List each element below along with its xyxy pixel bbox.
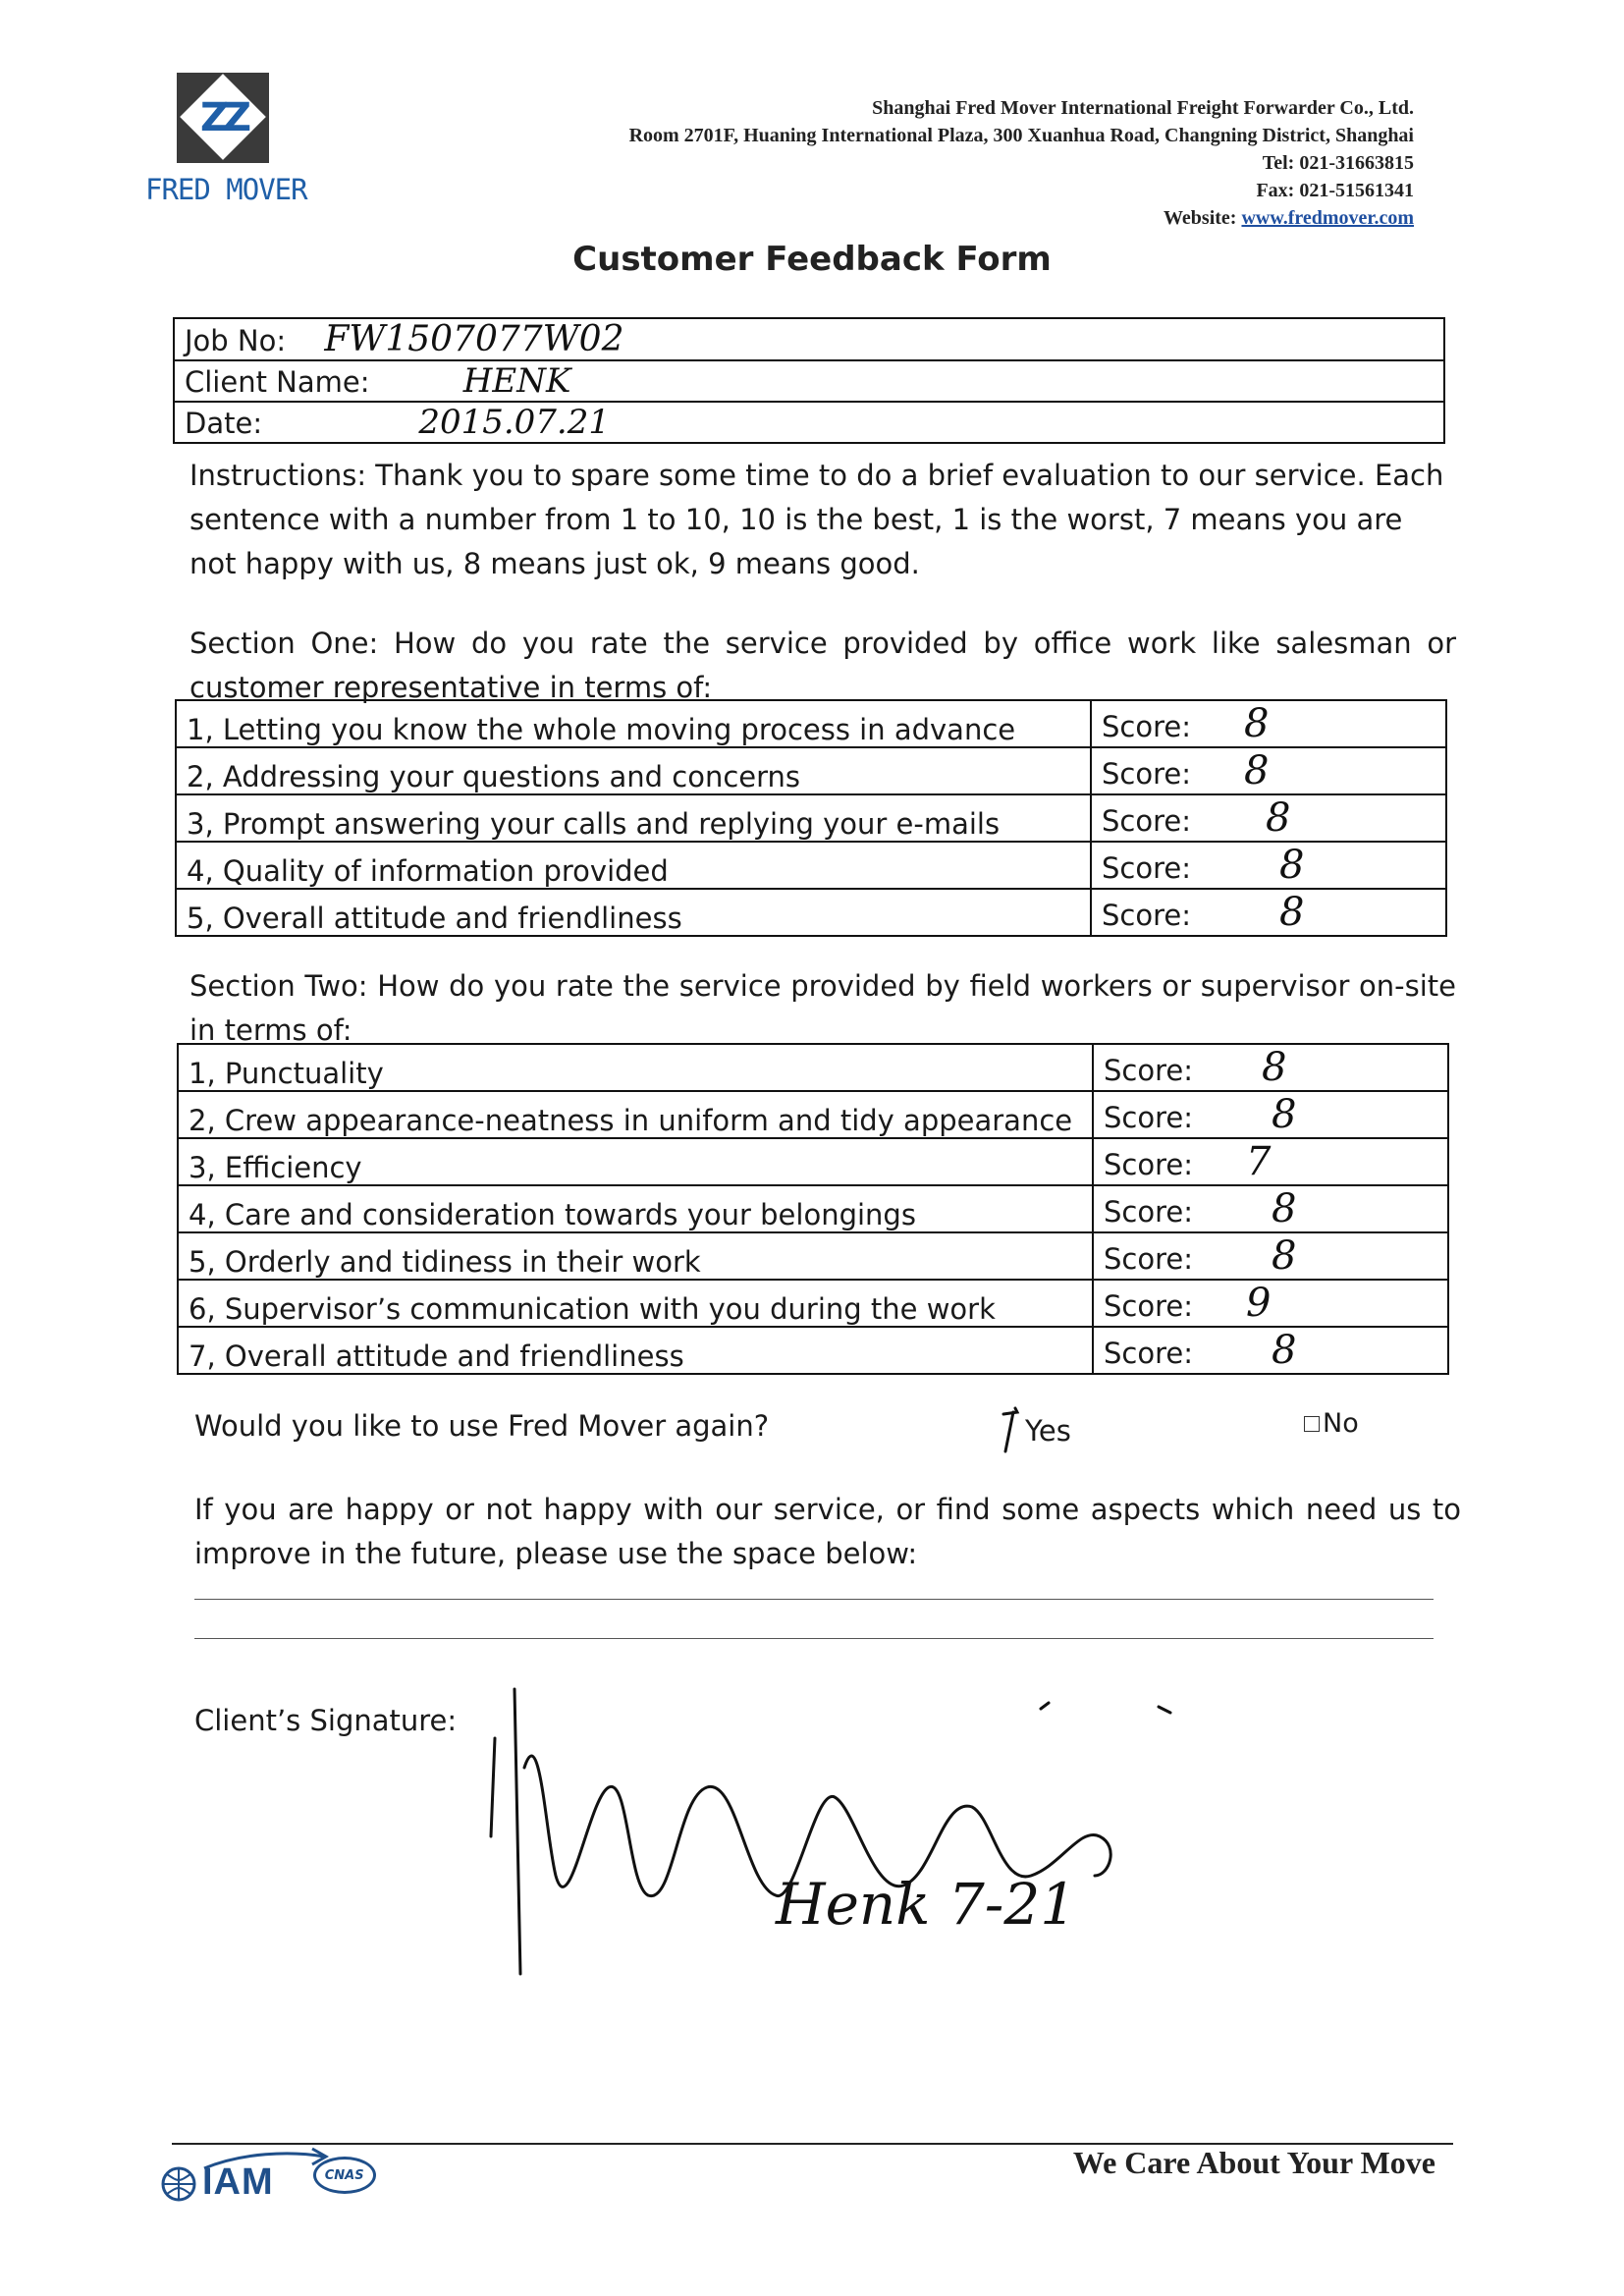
score-label: Score: (1104, 1101, 1193, 1134)
score-field[interactable]: 9 (1246, 1281, 1272, 1326)
score-field[interactable]: 8 (1272, 1328, 1297, 1373)
table-row (176, 747, 1446, 794)
yes-label: Yes (1025, 1413, 1071, 1448)
date-field[interactable]: 2015.07.21 (418, 403, 610, 442)
company-address: Room 2701F, Huaning International Plaza, 300 Xuanhua Road, Changning District, Shanghai (628, 125, 1414, 146)
client-label: Client Name: (185, 365, 370, 399)
website-label: Website: (1164, 207, 1237, 229)
score-label: Score: (1104, 1195, 1193, 1229)
no-checkbox-icon[interactable] (1304, 1416, 1320, 1432)
criterion-text: 3, Efficiency (178, 1138, 1093, 1185)
arrow-swoosh-icon (202, 2147, 330, 2172)
table-row (176, 700, 1446, 747)
score-label: Score: (1104, 1289, 1193, 1323)
company-fax: Fax: 021-51561341 (1256, 180, 1414, 201)
company-website-row (629, 204, 1414, 232)
company-tel: Tel: 021-31663815 (1262, 152, 1414, 174)
table-row (178, 1138, 1448, 1185)
score-label: Score: (1104, 1054, 1193, 1087)
score-field[interactable]: 8 (1272, 1186, 1297, 1231)
table-row (176, 794, 1446, 842)
signature-drawing[interactable] (481, 1679, 1227, 2033)
score-field[interactable]: 8 (1266, 795, 1291, 841)
section-two-heading: Section Two: How do you rate the service provided by field workers or supervisor on-site in terms of: (189, 969, 1456, 1047)
score-field[interactable]: 8 (1279, 890, 1305, 935)
info-row-job (174, 318, 1444, 360)
info-row-client (174, 360, 1444, 402)
section-two-table (177, 1043, 1449, 1375)
criterion-text: 2, Addressing your questions and concerns (176, 747, 1091, 794)
score-field[interactable]: 8 (1272, 1092, 1297, 1137)
table-row (178, 1185, 1448, 1232)
no-label: No (1323, 1408, 1359, 1439)
client-name-field[interactable]: HENK (462, 361, 571, 401)
page-title: Customer Feedback Form (572, 240, 1052, 279)
score-field[interactable]: 8 (1279, 843, 1305, 888)
criterion-text: 5, Orderly and tidiness in their work (178, 1232, 1093, 1280)
score-field[interactable]: 8 (1244, 748, 1270, 793)
score-field[interactable]: 7 (1246, 1139, 1272, 1184)
criterion-text: 3, Prompt answering your calls and replying your e-mails (176, 794, 1091, 842)
score-label: Score: (1102, 851, 1191, 885)
table-row (178, 1091, 1448, 1138)
info-table (173, 317, 1445, 444)
criterion-text: 6, Supervisor’s communication with you during the work (178, 1280, 1093, 1327)
company-info (629, 94, 1414, 232)
section-one-table (175, 699, 1447, 937)
website-link[interactable]: www.fredmover.com (1241, 207, 1414, 229)
brand-name: FRED MOVER (145, 173, 307, 206)
table-row (176, 842, 1446, 889)
info-row-date (174, 402, 1444, 443)
criterion-text: 2, Crew appearance-neatness in uniform and tidy appearance (178, 1091, 1093, 1138)
globe-icon (159, 2164, 198, 2204)
company-name: Shanghai Fred Mover International Freight Forwarder Co., Ltd. (872, 97, 1414, 119)
reuse-question: Would you like to use Fred Mover again? (194, 1409, 770, 1443)
score-field[interactable]: 8 (1244, 701, 1270, 746)
comment-line (194, 1638, 1434, 1639)
criterion-text: 5, Overall attitude and friendliness (176, 889, 1091, 936)
criterion-text: 4, Quality of information provided (176, 842, 1091, 889)
table-row (176, 889, 1446, 936)
comments-prompt: If you are happy or not happy with our service, or find some aspects which need us to improve in the future, please use the space below: (194, 1493, 1461, 1570)
instructions-text: Instructions: Thank you to spare some time to do a brief evaluation to our service. Each sentence with a number from 1 to 10, 10 is the best, 1 is the worst, 7 means you are not happy with us, 8 means just ok, 9 means good. (189, 459, 1444, 580)
job-label: Job No: (185, 324, 287, 357)
score-label: Score: (1104, 1148, 1193, 1181)
cnas-logo: CNAS (313, 2157, 376, 2194)
score-label: Score: (1102, 899, 1191, 932)
table-row (178, 1280, 1448, 1327)
score-label: Score: (1104, 1337, 1193, 1370)
score-label: Score: (1104, 1242, 1193, 1276)
logo-mark-icon: ZZ (199, 95, 245, 140)
criterion-text: 7, Overall attitude and friendliness (178, 1327, 1093, 1374)
comments-area[interactable] (194, 1583, 1434, 1658)
signature-note: Henk 7-21 (776, 1871, 1077, 1938)
criterion-text: 1, Letting you know the whole moving process in advance (176, 700, 1091, 747)
criterion-text: 1, Punctuality (178, 1044, 1093, 1091)
score-label: Score: (1102, 757, 1191, 791)
date-label: Date: (185, 407, 263, 440)
footer-motto: We Care About Your Move (1072, 2145, 1435, 2180)
iam-logo: IAM (202, 2161, 274, 2203)
score-label: Score: (1102, 804, 1191, 838)
criterion-text: 4, Care and consideration towards your belongings (178, 1185, 1093, 1232)
score-label: Score: (1102, 710, 1191, 743)
no-option[interactable] (1304, 1408, 1359, 1439)
comment-line (194, 1599, 1434, 1600)
job-field[interactable]: FW1507077W02 (324, 319, 624, 359)
signature-label: Client’s Signature: (194, 1704, 458, 1737)
table-row (178, 1232, 1448, 1280)
table-row (178, 1044, 1448, 1091)
score-field[interactable]: 8 (1272, 1233, 1297, 1279)
section-one-heading: Section One: How do you rate the service provided by office work like salesman or customer representative in terms of: (189, 627, 1456, 704)
table-row (178, 1327, 1448, 1374)
yes-option[interactable] (1000, 1406, 1071, 1455)
score-field[interactable]: 8 (1262, 1045, 1287, 1090)
checkmark-icon (1000, 1406, 1025, 1455)
